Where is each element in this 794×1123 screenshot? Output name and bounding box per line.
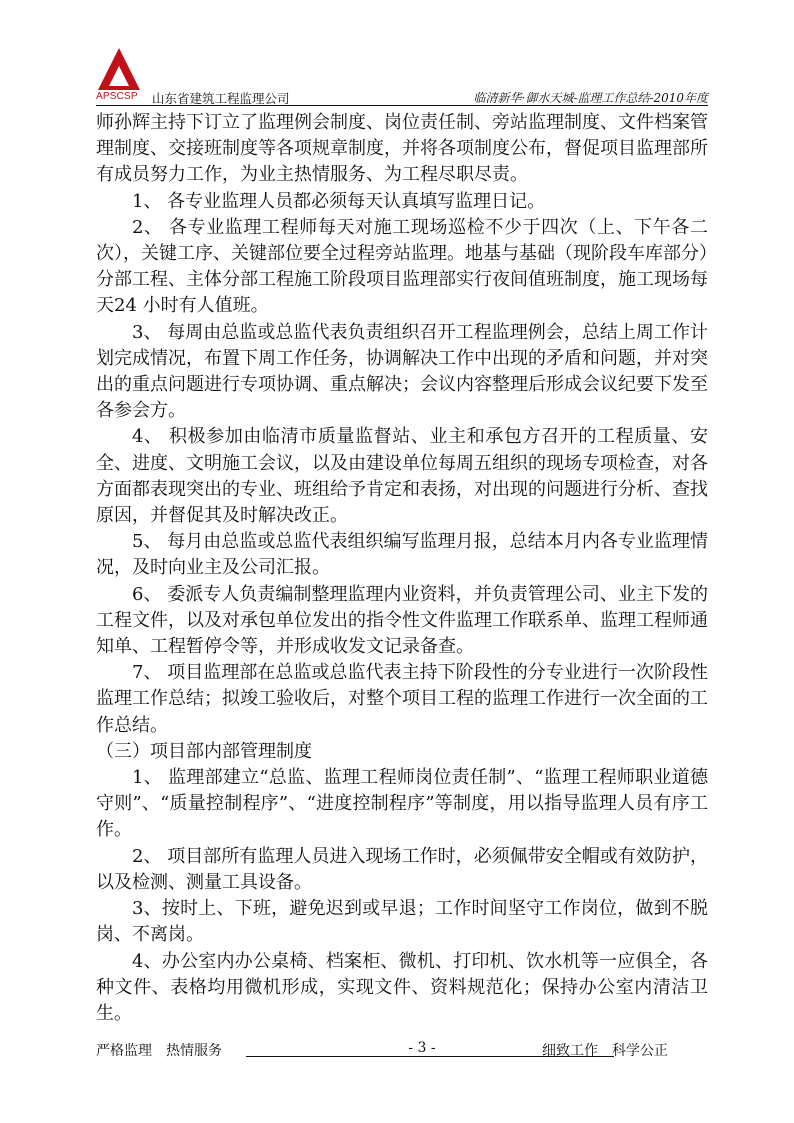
page-number: - 3 - [408,1040,436,1056]
paragraph: 6、 委派专人负责编制整理监理内业资料，并负责管理公司、业主下发的工程文件，以及对承包单位发出的指令性文件监理工作联系单、监理工程师通知单、工程暂停令等，并形成收发文记录备查。 [96,583,708,658]
footer-motto-right: 细致工作 科学公正 [542,1043,668,1059]
paragraph: 5、 每月由总监或总监代表组织编写监理月报，总结本月内各专业监理情况，及时向业主及公司汇报。 [96,531,708,579]
document-body [96,110,708,1027]
paragraph: 7、 项目监理部在总监或总监代表主持下阶段性的分专业进行一次阶段性监理工作总结；拟竣工验收后，对整个项目工程的监理工作进行一次全面的工作总结。 [96,662,708,736]
page-header [96,46,708,108]
paragraph: 4、办公室内办公桌椅、档案柜、微机、打印机、饮水机等一应俱全，各种文件、表格均用微机形成，实现文件、资料规范化；保持办公室内清洁卫生。 [96,950,708,1024]
section-heading: （三）项目部内部管理制度 [96,740,312,762]
company-name: 山东省建筑工程监理公司 [152,91,290,106]
paragraph: 师孙辉主持下订立了监理例会制度、岗位责任制、旁站监理制度、文件档案管理制度、交接班制度等各项规章制度，并将各项制度公布，督促项目监理部所有成员努力工作，为业主热情服务、为工程尽职尽责。 [96,112,708,186]
header-divider [96,105,708,106]
paragraph: 3、 每周由总监或总监代表负责组织召开工程监理例会，总结上周工作计划完成情况，布置下周工作任务，协调解决工作中出现的矛盾和问题，并对突出的重点问题进行专项协调、重点解决；会议内容整理后形成会议纪要下发至各参会方。 [96,321,708,422]
paragraph: 1、 各专业监理人员都必须每天认真填写监理日记。 [132,190,546,212]
page-footer [96,1040,708,1062]
paragraph: 2、 项目部所有监理人员进入现场工作时，必须佩带安全帽或有效防护，以及检测、测量工具设备。 [96,845,708,893]
logo-text: APSCSP [96,91,138,102]
paragraph: 3、按时上、下班，避免迟到或早退；工作时间坚守工作岗位，做到不脱岗、不离岗。 [96,898,708,946]
paragraph: 2、 各专业监理工程师每天对施工现场巡检不少于四次（上、下午各二次），关键工序、关键部位要全过程旁站监理。地基与基础（现阶段车库部分）分部工程、主体分部工程施工阶段项目监理部实行夜间值班制度，施工现场每天24 小时有人值班。 [96,216,708,317]
footer-motto-left: 严格监理 热情服务 [96,1043,222,1059]
paragraph: 1、 监理部建立“总监、监理工程师岗位责任制”、“监理工程师职业道德守则”、“质量控制程序”、“进度控制程序”等制度，用以指导监理人员有序工作。 [96,767,708,841]
company-logo-icon [96,46,142,92]
paragraph: 4、 积极参加由临清市质量监督站、业主和承包方召开的工程质量、安全、进度、文明施工会议，以及由建设单位每周五组织的现场专项检查，对各方面都表现突出的专业、班组给予肯定和表扬，对出现的问题进行分析、查找原因，并督促其及时解决改正。 [96,426,708,527]
document-title: 临清新华·御水天城-监理工作总结-2010年度 [473,91,708,105]
